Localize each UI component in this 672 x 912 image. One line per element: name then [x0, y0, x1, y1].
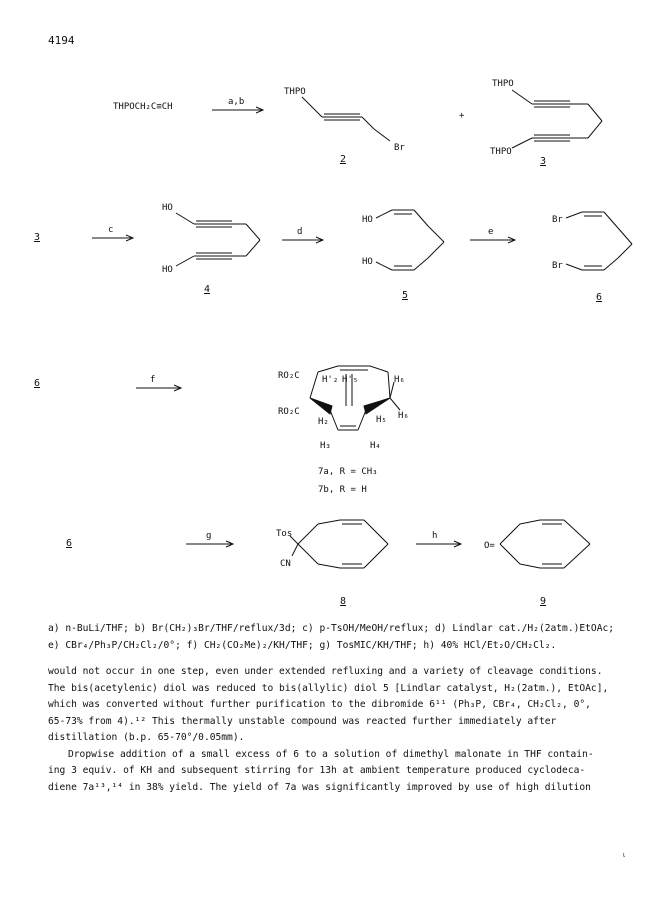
- compound-7-ro2c-bottom: RO₂C: [278, 407, 300, 417]
- body-line-4: 65-73% from 4).¹² This thermally unstable compound was reacted further immediately after: [48, 715, 557, 727]
- compound-8-cn: CN: [280, 559, 291, 569]
- compound-6-br-top: Br: [552, 215, 563, 225]
- reagent-footnote: [48, 620, 638, 654]
- scheme3-start-6: 6: [34, 378, 41, 389]
- compound-3-thpo-bottom: THPO: [490, 147, 512, 157]
- compound-4-skeleton: [176, 213, 260, 266]
- compound-5-ho-top: HO: [362, 215, 373, 225]
- compound-4-number: 4: [204, 284, 211, 295]
- page-number: 4194: [48, 34, 75, 47]
- compound-7-h6-bottom: H₆: [398, 411, 409, 421]
- compound-8-ring: [290, 520, 388, 568]
- reagent-label-c: c: [108, 225, 114, 235]
- body-line-5: distillation (b.p. 65-70°/0.05mm).: [48, 732, 245, 743]
- compound-7a-label: 7a, R = CH₃: [318, 467, 378, 477]
- corner-mark: ι: [622, 852, 626, 859]
- body-line-6: Dropwise addition of a small excess of 6 to a solution of dimethyl malonate in THF contain-: [68, 748, 594, 760]
- compound-7-wedge-left: [310, 398, 332, 414]
- body-line-2: The bis(acetylenic) diol was reduced to bis(allylic) diol 5 [Lindlar catalyst, H₂(2atm.), EtOAc],: [48, 682, 609, 694]
- body-line-8: diene 7a¹³,¹⁴ in 38% yield. The yield of 7a was significantly improved by use of high dilution: [48, 781, 591, 793]
- compound-3-thpo-top: THPO: [492, 79, 514, 89]
- body-line-1: would not occur in one step, even under extended refluxing and a variety of cleavage conditions.: [48, 666, 603, 677]
- plus-sign: +: [459, 111, 465, 121]
- compound-7-h5prime: H'₅: [342, 375, 359, 385]
- compound-7-h5: H₅: [376, 415, 387, 425]
- compound-7-ro2c-top: RO₂C: [278, 371, 300, 381]
- compound-4-ho-bottom: HO: [162, 265, 173, 275]
- reagent-label-f: f: [150, 375, 156, 385]
- compound-3-skeleton: [512, 90, 602, 148]
- compound-2-thpo: THPO: [284, 87, 306, 97]
- reagent-label-ab: a,b: [228, 97, 245, 107]
- compound-7-wedge-right: [364, 398, 390, 414]
- scheme2-start-3: 3: [34, 232, 41, 243]
- footnote-line-2: e) CBr₄/Ph₃P/CH₂Cl₂/0°; f) CH₂(CO₂Me)₂/KH/THF; g) TosMIC/KH/THF; h) 40% HCl/Et₂O/CH₂Cl₂.: [48, 640, 557, 651]
- compound-8-number: 8: [340, 596, 347, 607]
- compound-7-h6-top: H₆: [394, 375, 405, 385]
- compound-6-br-bottom: Br: [552, 261, 563, 271]
- reagent-label-g: g: [206, 531, 212, 541]
- reactant-thpoch2cch: THPOCH₂C≡CH: [113, 102, 173, 112]
- compound-5-skeleton: [376, 210, 444, 270]
- compound-7-h2: H₂: [318, 417, 329, 427]
- scheme4-start-6: 6: [66, 538, 73, 549]
- compound-9-oxo: O=: [484, 541, 495, 551]
- compound-9-number: 9: [540, 596, 547, 607]
- compound-4-ho-top: HO: [162, 203, 173, 213]
- compound-7-h4: H₄: [370, 441, 381, 451]
- reagent-label-d: d: [297, 227, 303, 237]
- compound-7-h3: H₃: [320, 441, 331, 451]
- compound-8-tos: Tos: [276, 529, 293, 539]
- body-line-7: ing 3 equiv. of KH and subsequent stirring for 13h at ambient temperature produced cyclodeca-: [48, 765, 586, 776]
- compound-2-number: 2: [340, 154, 347, 165]
- body-paragraphs: [48, 664, 638, 796]
- compound-7b-label: 7b, R = H: [318, 485, 367, 495]
- compound-5-number: 5: [402, 290, 409, 301]
- compound-2-skeleton: [302, 97, 390, 141]
- compound-6-skeleton: [566, 212, 632, 270]
- reagent-label-h: h: [432, 531, 438, 541]
- compound-3-number: 3: [540, 156, 547, 167]
- compound-5-ho-bottom: HO: [362, 257, 373, 267]
- compound-9-ring: [500, 520, 590, 568]
- compound-7-h2prime: H'₂: [322, 375, 339, 385]
- body-line-3: which was converted without further purification to the dibromide 6¹¹ (Ph₃P, CBr₄, CH₂Cl₂, 0°,: [48, 699, 591, 710]
- reagent-label-e: e: [488, 227, 494, 237]
- compound-6-number: 6: [596, 292, 603, 303]
- footnote-line-1: a) n-BuLi/THF; b) Br(CH₂)₃Br/THF/reflux/3d; c) p-TsOH/MeOH/reflux; d) Lindlar cat./H₂(2atm.)EtOAc;: [48, 623, 615, 634]
- compound-2-br: Br: [394, 143, 405, 153]
